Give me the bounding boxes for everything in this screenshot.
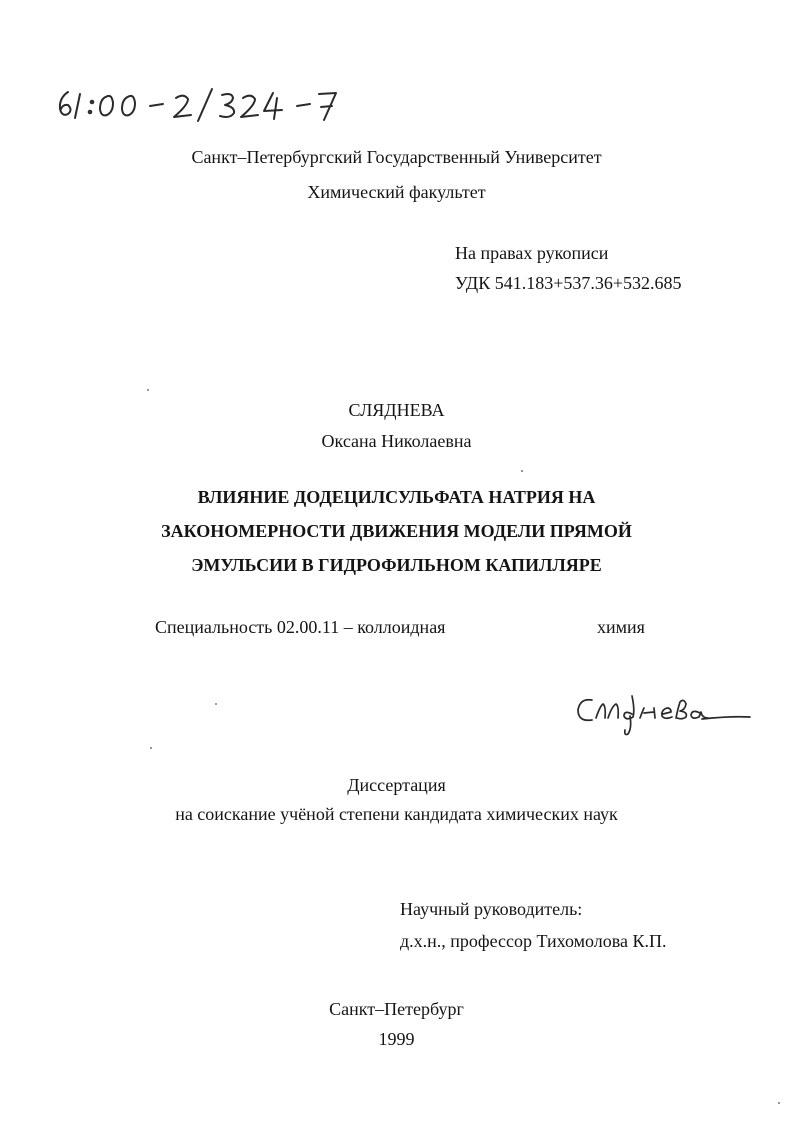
scan-speck xyxy=(778,1102,780,1104)
manuscript-rights: На правах рукописи xyxy=(455,243,609,263)
city: Санкт–Петербург xyxy=(329,999,464,1019)
scan-speck xyxy=(521,470,523,472)
document-type: Диссертация xyxy=(347,775,446,795)
university-name: Санкт–Петербургский Государственный Университет xyxy=(191,147,602,167)
faculty-name: Химический факультет xyxy=(307,182,486,202)
supervisor-name: д.х.н., профессор Тихомолова К.П. xyxy=(400,931,667,951)
specialty-field: химия xyxy=(597,617,645,637)
specialty-code: Специальность 02.00.11 – коллоидная xyxy=(155,617,446,637)
scan-speck xyxy=(150,747,152,749)
author-signature xyxy=(570,684,755,744)
udc-code: УДК 541.183+537.36+532.685 xyxy=(455,273,682,293)
thesis-title-line-2: ЗАКОНОМЕРНОСТИ ДВИЖЕНИЯ МОДЕЛИ ПРЯМОЙ xyxy=(161,521,632,541)
degree-statement: на соискание учёной степени кандидата химических наук xyxy=(175,804,618,824)
thesis-title-line-3: ЭМУЛЬСИИ В ГИДРОФИЛЬНОМ КАПИЛЛЯРЕ xyxy=(191,555,602,575)
scan-speck xyxy=(215,703,217,705)
author-surname: СЛЯДНЕВА xyxy=(348,400,445,420)
supervisor-label: Научный руководитель: xyxy=(400,899,583,919)
year: 1999 xyxy=(378,1029,415,1049)
thesis-title-line-1: ВЛИЯНИЕ ДОДЕЦИЛСУЛЬФАТА НАТРИЯ НА xyxy=(197,487,596,507)
scan-speck xyxy=(147,389,149,391)
handwritten-archive-number xyxy=(52,84,342,124)
author-name: Оксана Николаевна xyxy=(321,431,472,451)
